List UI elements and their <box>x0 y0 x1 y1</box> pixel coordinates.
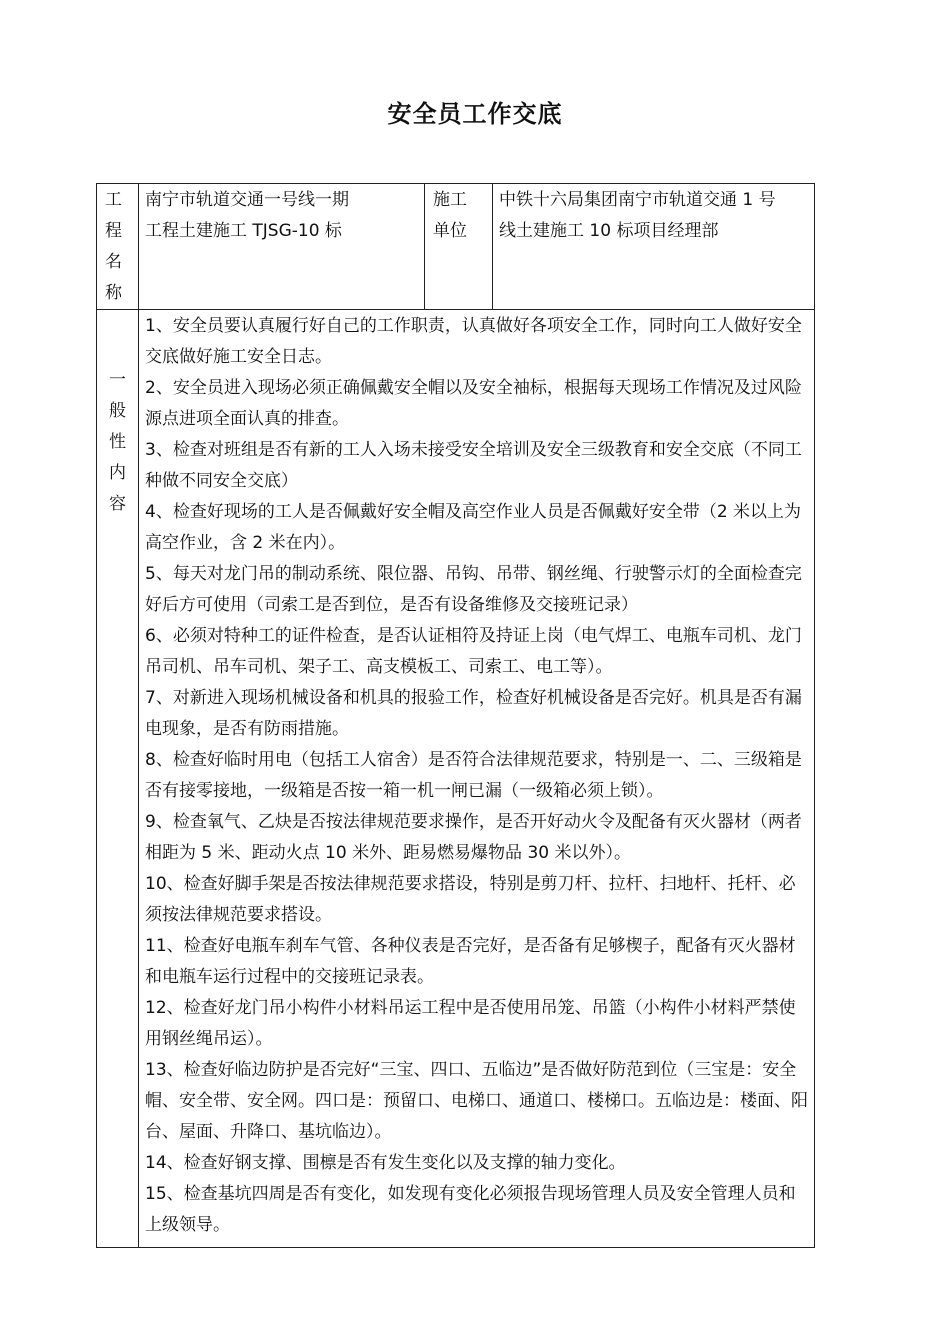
general-content-body <box>139 310 815 1248</box>
briefing-item: 5、每天对龙门吊的制动系统、限位器、吊钩、吊带、钢丝绳、行驶警示灯的全面检查完好后方可使用（司索工是否到位，是否有设备维修及交接班记录） <box>145 564 802 615</box>
general-content-label-char: 一 <box>109 370 126 390</box>
briefing-item: 4、检查好现场的工人是否佩戴好安全帽及高空作业人员是否佩戴好安全带（2 米以上为高空作业，含 2 米在内）。 <box>145 502 802 553</box>
briefing-item: 6、必须对特种工的证件检查，是否认证相符及持证上岗（电气焊工、电瓶车司机、龙门吊司机、吊车司机、架子工、高支模板工、司索工、电工等）。 <box>145 626 802 677</box>
general-content-label-char: 般 <box>109 401 126 421</box>
construction-unit-label-line-1: 施工 <box>433 190 467 210</box>
construction-unit-line-1: 中铁十六局集团南宁市轨道交通 1 号 <box>499 190 776 210</box>
briefing-item: 9、检查氧气、乙炔是否按法律规范要求操作，是否开好动火令及配备有灭火器材（两者相距为 5 米、距动火点 10 米外、距易燃易爆物品 30 米以外）。 <box>145 812 802 863</box>
construction-unit-value <box>493 184 815 310</box>
construction-unit-label-line-2: 单位 <box>433 221 467 241</box>
briefing-item: 15、检查基坑四周是否有变化，如发现有变化必须报告现场管理人员及安全管理人员和上级领导。 <box>145 1184 796 1235</box>
content-row <box>97 310 815 1248</box>
project-name-label <box>97 184 139 310</box>
general-content-label-char: 容 <box>109 494 126 514</box>
briefing-item: 7、对新进入现场机械设备和机具的报验工作，检查好机械设备是否完好。机具是否有漏电现象，是否有防雨措施。 <box>145 688 802 739</box>
general-content-label-char: 性 <box>109 432 126 452</box>
general-content-label-char: 内 <box>109 463 126 483</box>
document-title: 安全员工作交底 <box>387 100 563 128</box>
briefing-item: 1、安全员要认真履行好自己的工作职责，认真做好各项安全工作，同时向工人做好安全交底做好施工安全日志。 <box>145 316 802 367</box>
briefing-item: 14、检查好钢支撑、围檩是否有发生变化以及支撑的轴力变化。 <box>145 1153 626 1173</box>
briefing-item: 12、检查好龙门吊小构件小材料吊运工程中是否使用吊笼、吊篮（小构件小材料严禁使用钢丝绳吊运）。 <box>145 998 796 1049</box>
project-name-label-line-1: 工 程 <box>105 190 122 241</box>
briefing-item: 10、检查好脚手架是否按法律规范要求搭设，特别是剪刀杆、拉杆、扫地杆、托杆、必须按法律规范要求搭设。 <box>145 874 796 925</box>
project-name-line-2: 工程土建施工 TJSG-10 标 <box>145 221 342 241</box>
briefing-item: 2、安全员进入现场必须正确佩戴安全帽以及安全袖标，根据每天现场工作情况及过风险源点进项全面认真的排查。 <box>145 378 802 429</box>
construction-unit-label <box>425 184 493 310</box>
project-name-label-line-2: 名称 <box>105 252 122 303</box>
briefing-item: 3、检查对班组是否有新的工人入场未接受安全培训及安全三级教育和安全交底（不同工种做不同安全交底） <box>145 440 802 491</box>
briefing-item: 11、检查好电瓶车刹车气管、各种仪表是否完好，是否备有足够楔子，配备有灭火器材和电瓶车运行过程中的交接班记录表。 <box>145 936 796 987</box>
header-row <box>97 184 815 310</box>
general-content-label <box>97 310 139 1248</box>
project-name-value <box>139 184 425 310</box>
project-name-line-1: 南宁市轨道交通一号线一期 <box>145 190 349 210</box>
construction-unit-line-2: 线土建施工 10 标项目经理部 <box>499 221 719 241</box>
briefing-item: 13、检查好临边防护是否完好“三宝、四口、五临边”是否做好防范到位（三宝是：安全帽、安全带、安全网。四口是：预留口、电梯口、通道口、楼梯口。五临边是：楼面、阳台、屋面、升降口、基坑临边）。 <box>145 1060 808 1142</box>
briefing-item: 8、检查好临时用电（包括工人宿舍）是否符合法律规范要求，特别是一、二、三级箱是否有接零接地，一级箱是否按一箱一机一闸已漏（一级箱必须上锁）。 <box>145 750 802 801</box>
safety-briefing-table <box>96 183 815 1248</box>
